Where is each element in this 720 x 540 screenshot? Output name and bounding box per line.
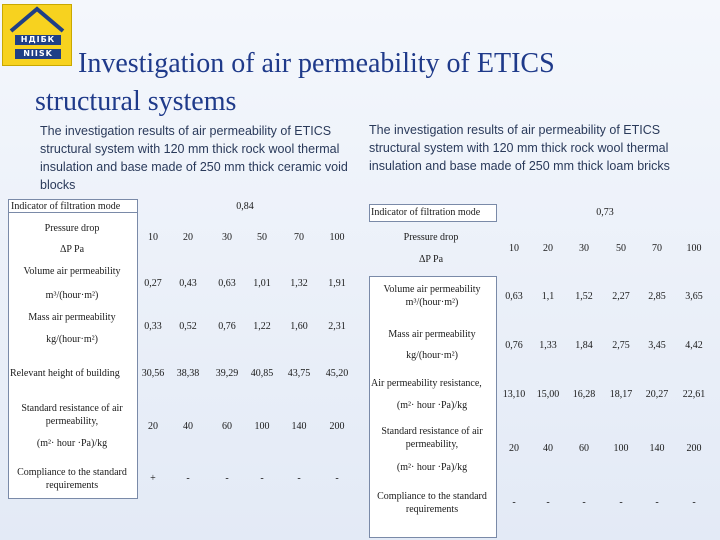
left-height-value-4: 40,85 — [250, 368, 274, 379]
left-height-value-3: 39,29 — [215, 368, 239, 379]
left-compliance-label: Compliance to the standard requirements — [17, 467, 127, 491]
right-standard-value-3: 60 — [579, 443, 589, 454]
right-volume-label: Volume air permeability m³/(hour·m²) — [383, 284, 481, 308]
left-standard-value-4: 100 — [254, 421, 270, 432]
left-pressure-value-1: 10 — [148, 232, 158, 243]
left-mass-value-2: 0,52 — [179, 321, 197, 332]
right-compliance-value-2: - — [546, 497, 550, 508]
left-compliance-value-3: - — [225, 473, 229, 484]
left-dp-label: ΔP Pa — [59, 244, 85, 255]
right-standard-value-1: 20 — [509, 443, 519, 454]
right-volume-value-4: 2,27 — [612, 291, 630, 302]
right-mass-unit: kg/(hour·m²) — [406, 350, 458, 361]
left-volume-value-4: 1,01 — [253, 278, 271, 289]
right-volume-value-2: 1,1 — [541, 291, 555, 302]
right-standard-label: Standard resistance of air permeability, — [381, 426, 483, 450]
left-height-value-6: 45,20 — [325, 368, 349, 379]
slide-title-line2: structural systems — [35, 86, 237, 117]
left-description: The investigation results of air permeability of ETICS structural system with 120 mm thick rock wool thermal insulation and base made of 250 mm thick ceramic void blocks — [40, 124, 348, 192]
right-dp-label: ΔP Pa — [418, 254, 444, 265]
left-pressure-value-4: 50 — [257, 232, 267, 243]
right-resistance-value-4: 18,17 — [609, 389, 633, 400]
right-volume-value-3: 1,52 — [575, 291, 593, 302]
right-mass-value-1: 0,76 — [505, 340, 523, 351]
left-compliance-value-2: - — [186, 473, 190, 484]
left-pressure-value-6: 100 — [329, 232, 345, 243]
right-mass-value-4: 2,75 — [612, 340, 630, 351]
right-resistance-label: Air permeability resistance, — [371, 378, 482, 389]
left-mass-value-6: 2,31 — [328, 321, 346, 332]
right-pressure-label: Pressure drop — [403, 232, 459, 243]
right-compliance-value-1: - — [512, 497, 516, 508]
left-volume-value-1: 0,27 — [144, 278, 162, 289]
left-height-value-5: 43,75 — [287, 368, 311, 379]
right-standard-value-2: 40 — [543, 443, 553, 454]
left-standard-unit: (m²· hour ·Pa)/kg — [36, 438, 108, 449]
left-pressure-label: Pressure drop — [44, 223, 100, 234]
right-indicator-value: 0,73 — [596, 207, 614, 218]
left-mass-value-5: 1,60 — [290, 321, 308, 332]
left-compliance-value-4: - — [260, 473, 264, 484]
right-mass-value-3: 1,84 — [575, 340, 593, 351]
left-mass-label: Mass air permeability — [28, 312, 116, 323]
right-compliance-value-6: - — [692, 497, 696, 508]
right-mass-value-5: 3,45 — [648, 340, 666, 351]
right-compliance-value-3: - — [582, 497, 586, 508]
left-standard-value-5: 140 — [291, 421, 307, 432]
left-volume-value-6: 1,91 — [328, 278, 346, 289]
logo-text-top: НДІБК — [15, 35, 61, 45]
left-volume-label: Volume air permeability — [23, 266, 121, 277]
right-volume-value-1: 0,63 — [505, 291, 523, 302]
left-standard-value-6: 200 — [329, 421, 345, 432]
left-volume-value-3: 0,63 — [218, 278, 236, 289]
right-resistance-value-5: 20,27 — [645, 389, 669, 400]
left-indicator-value: 0,84 — [236, 201, 254, 212]
left-mass-value-1: 0,33 — [144, 321, 162, 332]
right-resistance-value-1: 13,10 — [502, 389, 526, 400]
right-compliance-value-4: - — [619, 497, 623, 508]
right-description: The investigation results of air permeability of ETICS structural system with 120 mm thick rock wool thermal insulation and base made of 250 mm thick loam bricks — [369, 123, 670, 173]
right-volume-value-6: 3,65 — [685, 291, 703, 302]
left-standard-value-3: 60 — [222, 421, 232, 432]
right-resistance-value-6: 22,61 — [682, 389, 706, 400]
left-volume-unit: m³/(hour·m²) — [45, 290, 99, 301]
right-compliance-label: Compliance to the standard requirements — [377, 491, 487, 515]
logo-text-bottom: NIISK — [15, 49, 61, 59]
right-pressure-value-2: 20 — [543, 243, 553, 254]
right-standard-unit: (m²· hour ·Pa)/kg — [396, 462, 468, 473]
right-compliance-value-5: - — [655, 497, 659, 508]
right-resistance-value-2: 15,00 — [536, 389, 560, 400]
left-pressure-value-3: 30 — [222, 232, 232, 243]
right-resistance-unit: (m²· hour ·Pa)/kg — [396, 400, 468, 411]
left-standard-label: Standard resistance of air permeability, — [21, 403, 123, 427]
left-mass-value-3: 0,76 — [218, 321, 236, 332]
left-volume-value-5: 1,32 — [290, 278, 308, 289]
right-pressure-value-4: 50 — [616, 243, 626, 254]
left-compliance-value-6: - — [335, 473, 339, 484]
right-resistance-value-3: 16,28 — [572, 389, 596, 400]
left-height-label: Relevant height of building — [10, 368, 120, 379]
right-standard-value-6: 200 — [686, 443, 702, 454]
right-mass-label: Mass air permeability — [388, 329, 476, 340]
right-pressure-value-5: 70 — [652, 243, 662, 254]
left-pressure-value-2: 20 — [183, 232, 193, 243]
slide-title-line1: Investigation of air permeability of ETICS — [78, 48, 555, 79]
left-compliance-value-1: + — [150, 473, 156, 484]
right-standard-value-4: 100 — [613, 443, 629, 454]
left-standard-value-2: 40 — [183, 421, 193, 432]
right-mass-value-6: 4,42 — [685, 340, 703, 351]
right-indicator-label: Indicator of filtration mode — [371, 207, 481, 218]
left-mass-unit: kg/(hour·m²) — [46, 334, 98, 345]
right-pressure-value-6: 100 — [686, 243, 702, 254]
left-volume-value-2: 0,43 — [179, 278, 197, 289]
left-compliance-value-5: - — [297, 473, 301, 484]
left-pressure-value-5: 70 — [294, 232, 304, 243]
right-pressure-value-3: 30 — [579, 243, 589, 254]
right-mass-value-2: 1,33 — [539, 340, 557, 351]
left-height-value-2: 38,38 — [176, 368, 200, 379]
left-mass-value-4: 1,22 — [253, 321, 271, 332]
institute-logo — [2, 4, 72, 66]
left-indicator-label: Indicator of filtration mode — [11, 201, 121, 212]
right-volume-value-5: 2,85 — [648, 291, 666, 302]
left-standard-value-1: 20 — [148, 421, 158, 432]
right-standard-value-5: 140 — [649, 443, 665, 454]
right-pressure-value-1: 10 — [509, 243, 519, 254]
left-height-value-1: 30,56 — [141, 368, 165, 379]
